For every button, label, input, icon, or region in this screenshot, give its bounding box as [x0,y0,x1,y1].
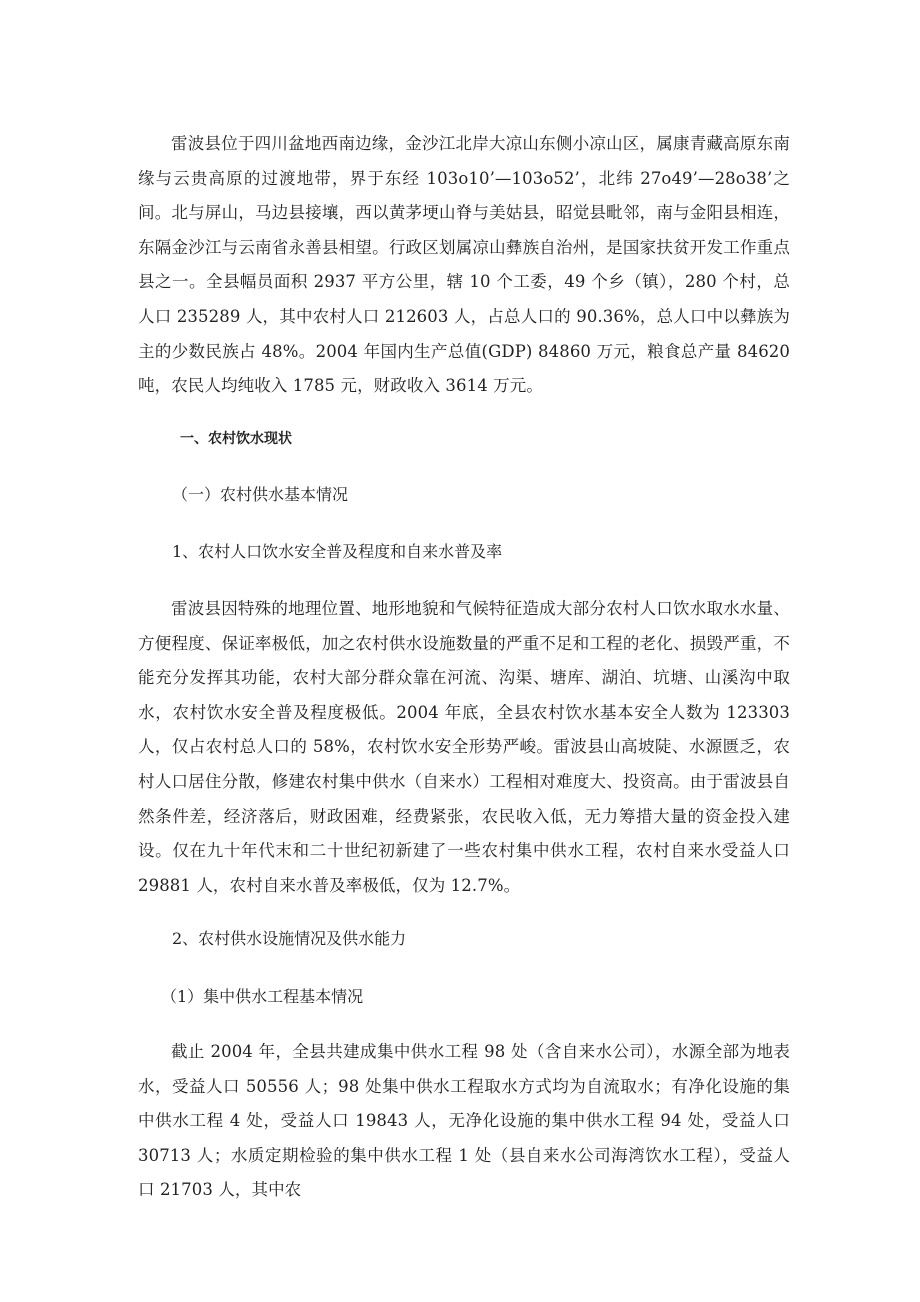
intro-paragraph: 雷波县位于四川盆地西南边缘，金沙江北岸大凉山东侧小凉山区，属康青藏高原东南缘与云贵高原的过渡地带，界于东经 103o10’—103o52’，北纬 27o49’—28o38’之间。北与屏山，马边县接壤，西以黄茅埂山脊与美姑县，昭觉县毗邻，南与金阳县相连，东隔金沙江与云南省永善县相望。行政区划属凉山彝族自治州，是国家扶贫开发工作重点县之一。全县幅员面积 2937 平方公里，辖 10 个工委，49 个乡（镇），280 个村，总人口 235289 人，其中农村人口 212603 人，占总人口的 90.36%，总人口中以彝族为主的少数民族占 48%。2004 年国内生产总值(GDP) 84860 万元，粮食总产量 84620 吨，农民人均纯收入 1785 元，财政收入 3614 万元。 [138,134,790,396]
item-2-title: 2、农村供水设施情况及供水能力 [172,929,407,948]
item-1-paragraph: 雷波县因特殊的地理位置、地形地貌和气候特征造成大部分农村人口饮水取水水量、方便程度、保证率极低，加之农村供水设施数量的严重不足和工程的老化、损毁严重，不能充分发挥其功能，农村大部分群众靠在河流、沟渠、塘库、湖泊、坑塘、山溪沟中取水，农村饮水安全普及程度极低。2004 年底，全县农村饮水基本安全人数为 123303 人，仅占农村总人口的 58%，农村饮水安全形势严峻。雷波县山高坡陡、水源匮乏，农村人口居住分散，修建农村集中供水（自来水）工程相对难度大、投资高。由于雷波县自然条件差，经济落后，财政困难，经费紧张，农民收入低，无力筹措大量的资金投入建设。仅在九十年代末和二十世纪初新建了一些农村集中供水工程，农村自来水受益人口 29881 人，农村自来水普及率极低，仅为 12.7%。 [138,599,790,895]
item-2-1-title: （1）集中供水工程基本情况 [161,987,364,1006]
subsection-title: （一）农村供水基本情况 [172,485,349,504]
item-2-1-paragraph: 截止 2004 年，全县共建成集中供水工程 98 处（含自来水公司），水源全部为地表水，受益人口 50556 人；98 处集中供水工程取水方式均为自流取水；有净化设施的集中供水工程 4 处，受益人口 19843 人，无净化设施的集中供水工程 94 处，受益人口 30713 人；水质定期检验的集中供水工程 1 处（县自来水公司海湾饮水工程），受益人口 21703 人，其中农 [138,1042,790,1200]
section-title: 一、农村饮水现状 [180,431,292,447]
item-1-title: 1、农村人口饮水安全普及程度和自来水普及率 [172,542,503,561]
